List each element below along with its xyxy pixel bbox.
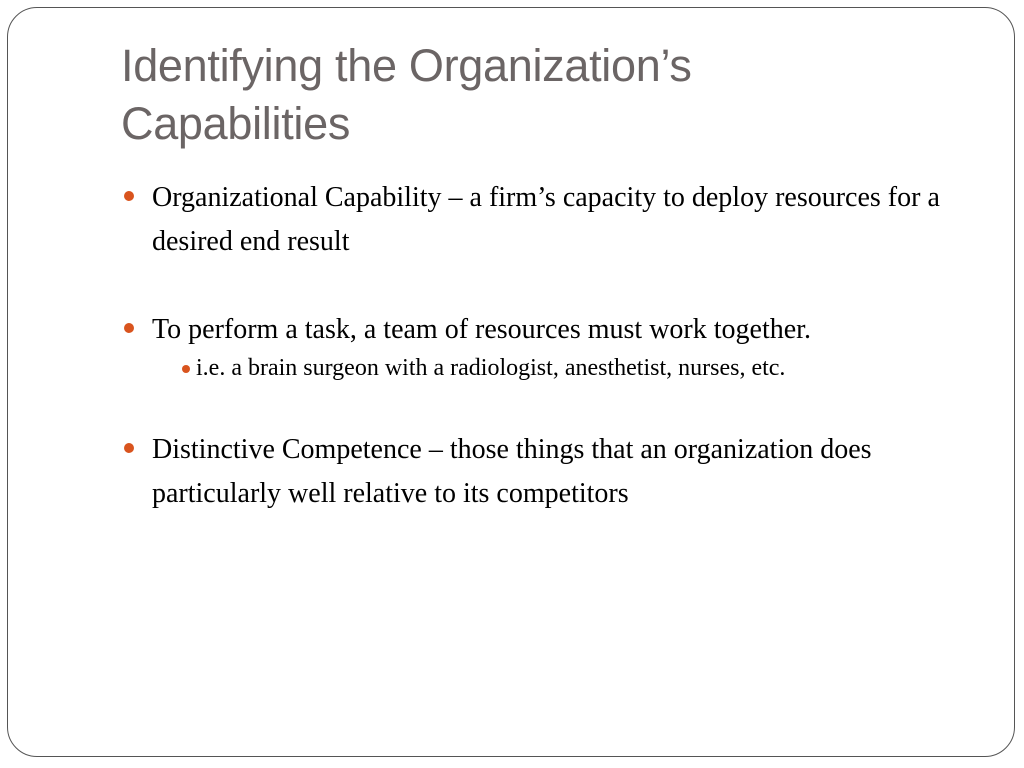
slide-title-line: Capabilities: [121, 98, 351, 149]
bullet-text: Distinctive Competence – those things that an organization does particularly well relative to its competitors: [152, 434, 872, 509]
bullet-dot-icon: [124, 443, 134, 453]
bullet-item: [121, 308, 981, 384]
slide-title: [121, 37, 981, 153]
bullet-text: To perform a task, a team of resources must work together.: [152, 314, 811, 345]
sub-bullet-text: i.e. a brain surgeon with a radiologist, anesthetist, nurses, etc.: [196, 355, 786, 381]
bullet-item: [121, 428, 981, 516]
sub-bullet-list: [152, 352, 981, 384]
bullet-list: [121, 176, 981, 516]
sub-bullet-item: [182, 352, 981, 384]
sub-bullet-dot-icon: [182, 365, 190, 373]
slide-frame: [7, 7, 1015, 757]
bullet-item: [121, 176, 981, 264]
bullet-text: Organizational Capability – a firm’s capacity to deploy resources for a desired end result: [152, 182, 940, 257]
bullet-dot-icon: [124, 191, 134, 201]
slide-title-line: Identifying the Organization’s: [121, 40, 692, 91]
bullet-dot-icon: [124, 323, 134, 333]
